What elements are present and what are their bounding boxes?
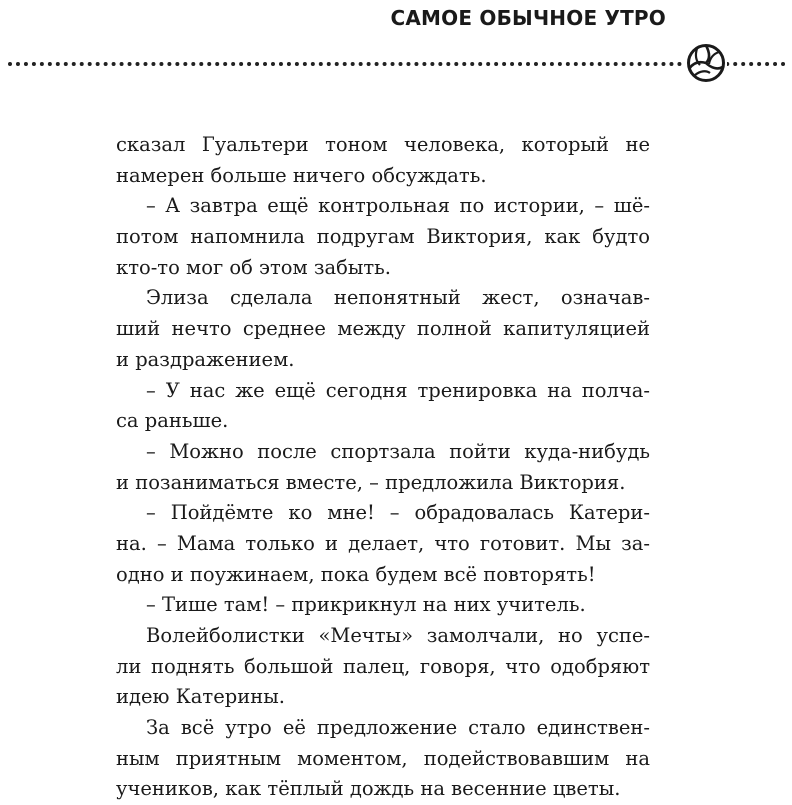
volleyball-icon xyxy=(685,42,727,84)
text-line: кто-то мог об этом забыть. xyxy=(116,255,391,279)
text-line: – А завтра ещё контрольная по истории, – шё- xyxy=(146,194,650,218)
text-line: – Пойдёмте ко мне! – обрадовалась Катери- xyxy=(146,501,650,525)
text-line: Элиза сделала непонятный жест, означав- xyxy=(146,286,650,310)
text-line: ший нечто среднее между полной капитуляцией xyxy=(116,317,650,341)
text-line: Волейболистки «Мечты» замолчали, но успе- xyxy=(146,624,650,647)
text-line: учеников, как тёплый дождь на весенние цветы. xyxy=(116,777,621,801)
text-line: За всё утро её предложение стало единствен- xyxy=(146,716,650,740)
text-line: – Тише там! – прикрикнул на них учитель. xyxy=(146,593,586,617)
text-line: и позаниматься вместе, – предложила Виктория. xyxy=(116,470,626,494)
volleyball-icon-graphic xyxy=(685,42,727,84)
text-line: идею Катерины. xyxy=(116,685,285,709)
text-line: намерен больше ничего обсуждать. xyxy=(116,163,487,187)
text-line: ли поднять большой палец, говоря, что одобряют xyxy=(116,654,650,678)
body-text xyxy=(116,130,650,805)
dotted-header-rule xyxy=(8,62,786,66)
text-line: – У нас же ещё сегодня тренировка на полча- xyxy=(146,378,650,402)
text-line: и раздражением. xyxy=(116,347,295,371)
text-line: одно и поужинаем, пока будем всё повторять! xyxy=(116,562,596,586)
text-line: сказал Гуальтери тоном человека, который не xyxy=(116,133,650,156)
running-header-title: САМОЕ ОБЫЧНОЕ УТРО xyxy=(390,6,666,30)
text-line: на. – Мама только и делает, что готовит. Мы за- xyxy=(116,531,650,555)
text-line: потом напомнила подругам Виктория, как будто xyxy=(116,225,650,249)
text-line: ным приятным моментом, подействовавшим на xyxy=(116,746,650,770)
text-line: са раньше. xyxy=(116,409,229,433)
text-line: – Можно после спортзала пойти куда-нибудь xyxy=(146,439,650,463)
